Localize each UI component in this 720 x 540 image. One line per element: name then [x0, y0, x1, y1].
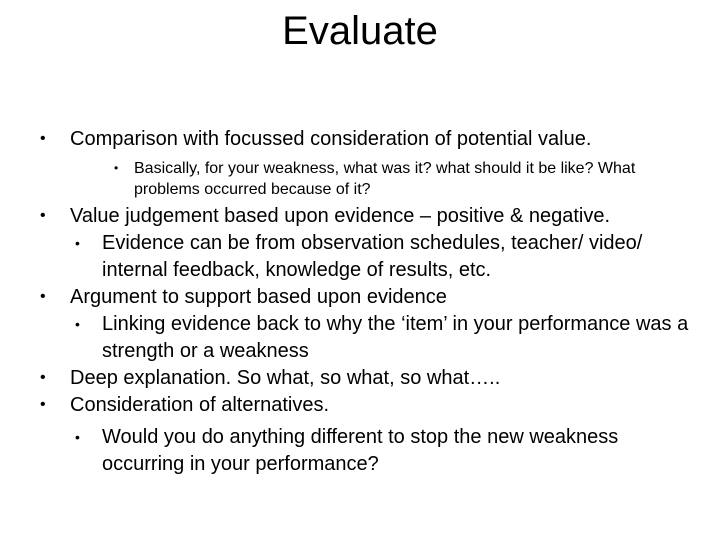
sub-bullet-text: Linking evidence back to why the ‘item’ in your performance was a strength or a weakness	[102, 313, 689, 362]
bullet-item	[40, 203, 700, 229]
sub-bullet-text: Would you do anything different to stop the new weakness occurring in your performance?	[102, 426, 619, 475]
bullet-marker: •	[75, 235, 80, 251]
bullet-item	[40, 392, 700, 418]
bullet-marker: •	[40, 130, 46, 147]
sub-bullet-text: Basically, for your weakness, what was it? what should it be like? What problems occurred because of it?	[134, 160, 636, 198]
bullet-marker: •	[75, 316, 80, 332]
bullet-text: Argument to support based upon evidence	[70, 286, 447, 308]
bullet-marker: •	[75, 429, 80, 445]
bullet-marker: •	[40, 288, 46, 305]
bullet-item	[40, 284, 700, 310]
bullet-marker: •	[114, 161, 119, 175]
bullet-text: Deep explanation. So what, so what, so what…..	[70, 367, 501, 389]
bullet-text: Consideration of alternatives.	[70, 394, 330, 416]
bullet-marker: •	[40, 396, 46, 413]
sub-bullet-item	[114, 158, 674, 200]
sub-bullet-text: Evidence can be from observation schedules, teacher/ video/ internal feedback, knowledge of results, etc.	[102, 232, 643, 281]
bullet-marker: •	[40, 207, 46, 224]
slide-title: Evaluate	[282, 9, 438, 53]
sub-bullet-item	[75, 230, 695, 283]
bullet-text: Comparison with focussed consideration of potential value.	[70, 128, 592, 150]
bullet-item	[40, 126, 700, 152]
bullet-marker: •	[40, 369, 46, 386]
sub-bullet-item	[75, 424, 695, 477]
bullet-item	[40, 365, 700, 391]
bullet-text: Value judgement based upon evidence – positive & negative.	[70, 205, 611, 227]
sub-bullet-item	[75, 311, 695, 364]
